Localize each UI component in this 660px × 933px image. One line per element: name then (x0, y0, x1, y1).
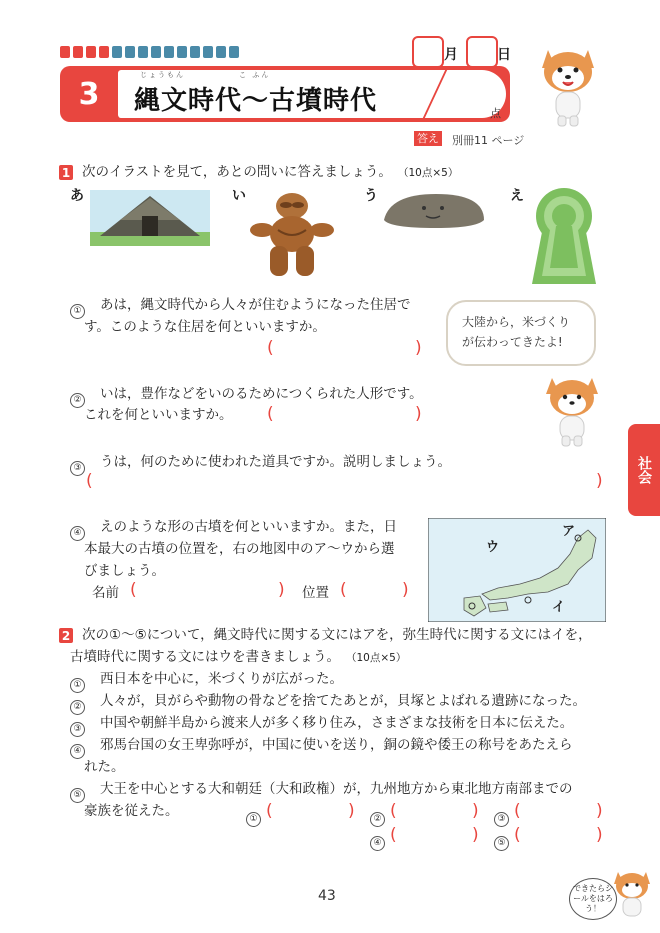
q1-sub-4 (70, 520, 85, 541)
q1-points: （10点×5） (398, 167, 459, 179)
q2-answer-1-field[interactable] (276, 801, 346, 823)
sub-number-4: ④ (70, 526, 85, 541)
q2-answer-3-field[interactable] (524, 801, 594, 823)
map-label-i: イ (552, 600, 566, 615)
progress-cat-icon (190, 46, 200, 58)
q2-item-2: 人々が，貝がらや動物の骨などを捨てたあとが，貝塚とよばれる遺跡になった。 (100, 693, 586, 709)
item-number-4: ④ (70, 744, 85, 759)
item-number-5: ⑤ (70, 788, 85, 803)
answer-paren-open: ( (267, 338, 274, 358)
score-label: 点 (490, 107, 501, 120)
q2-item-5-cont: 豪族を従えた。 (84, 803, 179, 819)
q2-points: （10点×5） (346, 652, 407, 664)
month-label: 月 (444, 47, 458, 63)
q2-answer-4-field[interactable] (400, 825, 470, 847)
answer-paren-open: ( (340, 580, 347, 600)
answer-paren-open: ( (390, 825, 397, 845)
q2-item-1-number (70, 672, 85, 693)
q1-sub-4-line-3: びましょう。 (84, 563, 165, 579)
answer-paren-open: ( (390, 801, 397, 821)
progress-cat-icon (112, 46, 122, 58)
dog-mascot-small-icon (612, 866, 652, 922)
title-ruby: じょうもん こ ふん (140, 71, 271, 79)
progress-cat-icon (151, 46, 161, 58)
answer-number-4-wrap (370, 830, 385, 851)
q1-sub-3 (70, 455, 85, 476)
q2-item-1: 西日本を中心に，米づくりが広がった。 (100, 671, 343, 687)
answer-paren-close: ) (472, 825, 479, 845)
answer-number-2-wrap (370, 806, 385, 827)
q1-sub-4-line-2: 本最大の古墳の位置を，右の地図中のア〜ウから選 (84, 541, 395, 557)
q1-sub-1-line-1: あは，縄文時代から人々が住むようになった住居で (100, 297, 411, 313)
dog-mascot-icon (536, 40, 600, 130)
day-label: 日 (497, 47, 511, 63)
keyhole-tomb-image (528, 186, 600, 286)
q1-sub-1-answer-field[interactable] (276, 338, 412, 360)
q1-sub-1 (70, 298, 85, 319)
answer-number-1-wrap (246, 806, 261, 827)
q2-item-3-number (70, 716, 85, 737)
answer-number-4: ④ (370, 836, 385, 851)
image-label-u: う (364, 188, 378, 204)
image-label-e: え (510, 188, 524, 204)
progress-cat-icon (125, 46, 135, 58)
q2-instruction-2: 古墳時代に関する文にはウを書きましょう。 (70, 649, 340, 665)
page-number: 43 (318, 888, 336, 904)
answer-tag: 答え (414, 131, 442, 146)
answer-paren-open: ( (86, 471, 93, 491)
progress-cat-icon (203, 46, 213, 58)
q1-sub-3-answer-field[interactable] (96, 471, 592, 493)
q2-item-5-number (70, 782, 85, 803)
pit-dwelling-image (90, 190, 210, 246)
q2-item-3: 中国や朝鮮半島から渡来人が多く移り住み，さまざまな技術を日本に伝えた。 (100, 715, 574, 731)
q2-answer-2-field[interactable] (400, 801, 470, 823)
answer-number-1: ① (246, 812, 261, 827)
progress-cat-icon (73, 46, 83, 58)
q1-instruction: 次のイラストを見て，あとの問いに答えましょう。 (82, 164, 392, 180)
answer-paren-close: ) (596, 825, 603, 845)
progress-cat-icon (164, 46, 174, 58)
subject-tab[interactable]: 社会 (628, 424, 660, 516)
page-title: 縄文時代〜古墳時代 (134, 86, 378, 116)
q2-answer-5-field[interactable] (524, 825, 594, 847)
item-number-1: ① (70, 678, 85, 693)
month-input[interactable] (412, 36, 444, 68)
progress-cat-icon (86, 46, 96, 58)
answer-number-5-wrap (494, 830, 509, 851)
day-input[interactable] (466, 36, 498, 68)
answer-paren-open: ( (267, 404, 274, 424)
q1-sub-2 (70, 387, 85, 408)
answer-paren-open: ( (266, 801, 273, 821)
progress-cat-icon (216, 46, 226, 58)
question-number-1: 1 (59, 165, 73, 180)
q1-sub-2-line-2: これを何といいますか。 (84, 407, 233, 423)
dog-mascot-waving-icon (540, 370, 604, 450)
q2-item-5: 大王を中心とする大和朝廷（大和政権）が，九州地方から東北地方南部までの (100, 781, 573, 797)
q1-sub-4-line-1: えのような形の古墳を何といいますか。また，日 (100, 519, 397, 535)
answer-number-3-wrap (494, 806, 509, 827)
q1-sub-1-line-2: す。このような住居を何といいますか。 (84, 319, 326, 335)
progress-cat-icon (229, 46, 239, 58)
answer-number-5: ⑤ (494, 836, 509, 851)
map-label-u: ウ (486, 540, 500, 555)
progress-cat-icon (138, 46, 148, 58)
answer-paren-open: ( (514, 801, 521, 821)
answer-paren-close: ) (415, 338, 422, 358)
progress-cat-icon (99, 46, 109, 58)
speech-bubble: 大陸から，米づくりが伝わってきたよ! (446, 300, 596, 366)
stone-tool-image (380, 190, 488, 230)
image-label-a: あ (70, 188, 84, 204)
sub-number-2: ② (70, 393, 85, 408)
answer-number-3: ③ (494, 812, 509, 827)
japan-map-image (428, 518, 606, 622)
q1-sub-4-name-field[interactable] (140, 580, 272, 602)
dogu-figure-image (248, 190, 336, 280)
sticker-area[interactable]: できたらシールをはろう！ (569, 878, 617, 920)
q2-item-4-cont: れた。 (84, 759, 125, 775)
image-label-i: い (232, 188, 246, 204)
position-label: 位置 (302, 585, 329, 601)
q2-item-4-number (70, 738, 85, 759)
progress-cat-icon (177, 46, 187, 58)
item-number-3: ③ (70, 722, 85, 737)
answer-paren-close: ) (596, 801, 603, 821)
unit-number: 3 (78, 76, 100, 112)
q2-instruction-1: 次の①〜⑤について，縄文時代に関する文にはアを，弥生時代に関する文にはイを， (82, 627, 592, 643)
answer-paren-close: ) (278, 580, 285, 600)
answer-reference: 別冊11 ページ (452, 134, 525, 147)
sub-number-3: ③ (70, 461, 85, 476)
answer-paren-close: ) (472, 801, 479, 821)
q1-sub-2-answer-field[interactable] (276, 404, 412, 426)
answer-paren-open: ( (130, 580, 137, 600)
progress-cat-icon (60, 46, 70, 58)
item-number-2: ② (70, 700, 85, 715)
q2-item-4: 邪馬台国の女王卑弥呼が，中国に使いを送り，銅の鏡や倭王の称号をあたえら (100, 737, 573, 753)
answer-paren-open: ( (514, 825, 521, 845)
question-number-2: 2 (59, 628, 73, 643)
q1-sub-4-position-field[interactable] (350, 580, 402, 602)
answer-paren-close: ) (415, 404, 422, 424)
answer-paren-close: ) (402, 580, 409, 600)
answer-paren-close: ) (348, 801, 355, 821)
answer-paren-close: ) (596, 471, 603, 491)
q1-sub-3-line-1: うは，何のために使われた道具ですか。説明しましょう。 (100, 454, 451, 470)
q1-sub-2-line-1: いは，豊作などをいのるためにつくられた人形です。 (100, 386, 423, 402)
q2-item-2-number (70, 694, 85, 715)
name-label: 名前 (92, 585, 119, 601)
map-label-a: ア (562, 524, 576, 539)
answer-number-2: ② (370, 812, 385, 827)
sub-number-1: ① (70, 304, 85, 319)
